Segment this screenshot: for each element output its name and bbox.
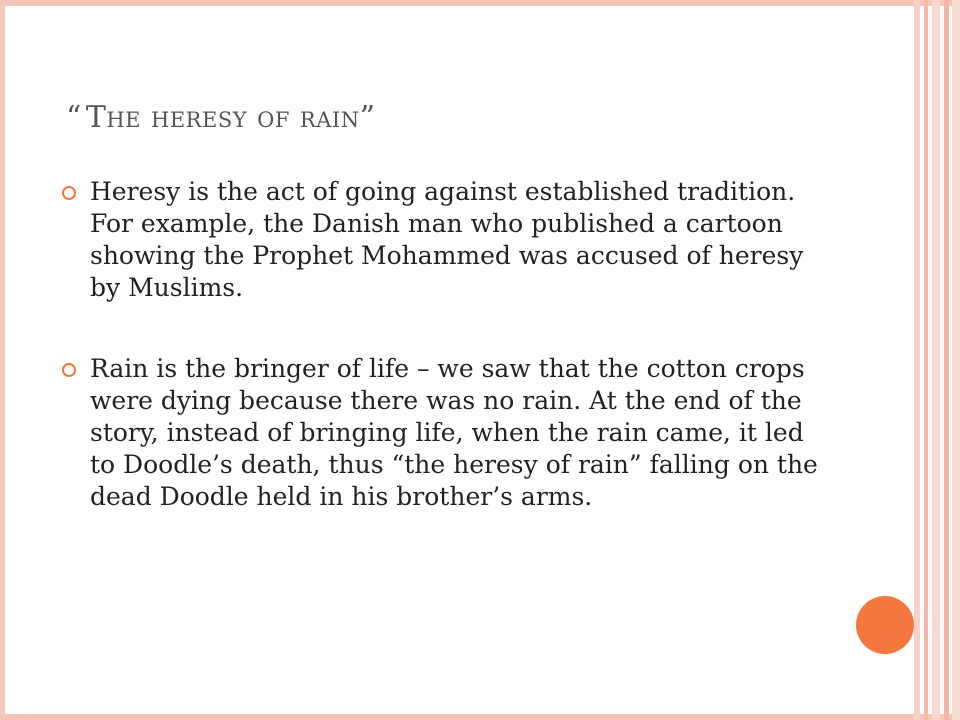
bullet-ring-icon [62, 363, 76, 377]
bottom-border [0, 714, 960, 720]
bullet-text: Heresy is the act of going against established tradition. For example, the Danish man who published a cartoon showing the Prophet Mohammed was accused of heresy by Muslims. [90, 177, 804, 302]
top-border [0, 0, 960, 6]
accent-circle [856, 596, 914, 654]
bullet-ring-icon [62, 186, 76, 200]
bullet-text: Rain is the bringer of life – we saw that the cotton crops were dying because there was no rain. At the end of the story, instead of bringing life, when the rain came, it led to Doodle’s death, thus “the heresy of rain” falling on the dead Doodle held in his brother’s arms. [90, 354, 818, 511]
stripe [924, 0, 928, 720]
bullet-list [62, 176, 822, 513]
slide-title: “ The heresy of rain” [66, 100, 376, 135]
stripe [932, 0, 940, 720]
stripe [914, 0, 920, 720]
left-border [0, 0, 5, 720]
bullet-item [62, 176, 822, 304]
stripe [952, 0, 960, 720]
decorative-stripes [914, 0, 960, 720]
bullet-item [62, 353, 822, 513]
stripe [944, 0, 949, 720]
